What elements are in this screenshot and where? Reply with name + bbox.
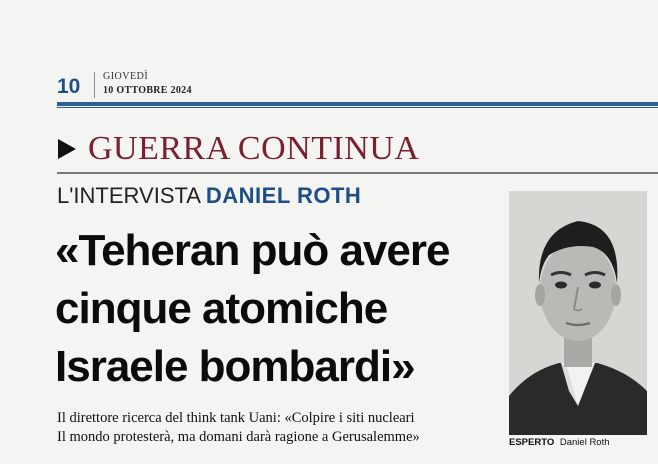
- header-rule: [57, 102, 658, 106]
- portrait-photo: [509, 191, 647, 435]
- date-separator: [94, 72, 95, 98]
- section-rule: [57, 172, 658, 174]
- kicker: [57, 183, 361, 209]
- subheadline: [57, 409, 502, 447]
- photo-caption: [509, 437, 610, 448]
- arrow-right-icon: [58, 139, 76, 159]
- page-number: 10: [57, 75, 81, 98]
- caption-name: Daniel Roth: [559, 437, 610, 448]
- section-title: GUERRA CONTINUA: [88, 130, 420, 167]
- portrait-illustration: [509, 191, 647, 435]
- subheadline-line: Il direttore ricerca del think tank Uani: «Colpire i siti nucleari: [57, 410, 415, 426]
- caption-label: ESPERTO: [509, 437, 555, 448]
- date-day: GIOVEDÌ: [103, 71, 149, 82]
- header-rule-thin: [57, 107, 658, 108]
- kicker-label: L'INTERVISTA: [57, 183, 200, 208]
- subheadline-line: Il mondo protesterà, ma domani darà ragione a Gerusalemme»: [57, 429, 420, 445]
- headline: [55, 222, 505, 396]
- headline-line: cinque atomiche: [55, 284, 388, 333]
- kicker-name: DANIEL ROTH: [205, 183, 362, 208]
- date-full: 10 OTTOBRE 2024: [103, 85, 192, 96]
- headline-line: «Teheran può avere: [55, 226, 450, 275]
- headline-line: Israele bombardi»: [55, 342, 415, 391]
- section-header: [58, 128, 419, 170]
